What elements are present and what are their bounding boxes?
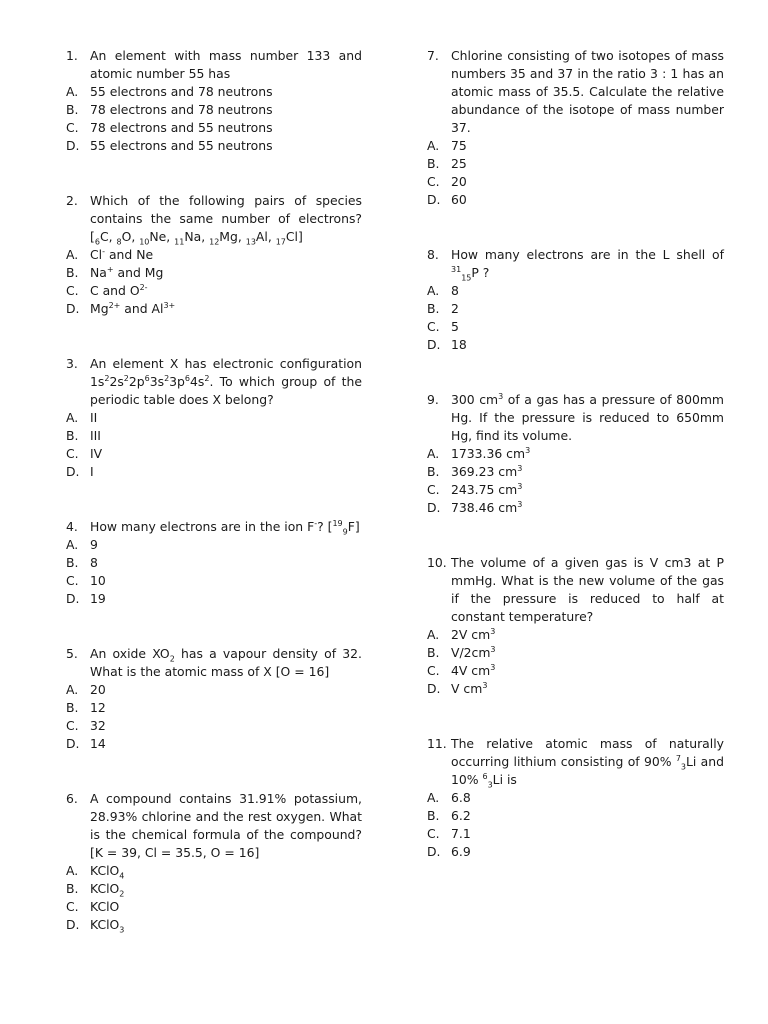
option-d[interactable]: D. V $cm^3$ xyxy=(427,680,488,696)
option-c[interactable]: C. 20 xyxy=(427,174,467,189)
option-text: 2 xyxy=(451,301,459,316)
question-stem: How many electrons are in the L shell of $^{31}_{15}$P ? xyxy=(451,247,724,283)
option-d[interactable]: D. KClO$_3$ xyxy=(66,917,125,935)
option-text: 25 xyxy=(451,156,467,171)
option-text: 78 electrons and 55 neutrons xyxy=(90,120,273,135)
question-9 xyxy=(427,391,724,517)
question-number: 8. xyxy=(427,247,439,262)
option-text: 1733.36 $cm^3$ xyxy=(451,445,531,461)
option-a[interactable]: A. Cl- and Ne xyxy=(66,246,154,262)
option-a[interactable]: A. II xyxy=(66,410,98,425)
option-text: 2V $cm^3$ xyxy=(451,626,496,642)
option-text: Cl- and Ne xyxy=(90,246,154,262)
option-b[interactable]: B. 2 xyxy=(427,301,459,316)
option-d[interactable]: D. 6.9 xyxy=(427,844,471,859)
question-7 xyxy=(427,47,724,209)
question-8 xyxy=(427,246,724,354)
question-2 xyxy=(66,192,362,318)
option-text: 8 xyxy=(90,555,98,570)
option-text: KClO$_4$ xyxy=(90,863,125,881)
option-a[interactable]: A. 20 xyxy=(66,682,106,697)
question-number: 10. xyxy=(427,555,447,570)
option-d[interactable]: D. 60 xyxy=(427,192,467,207)
option-a[interactable]: A. 6.8 xyxy=(427,790,471,805)
option-text: 5 xyxy=(451,319,459,334)
question-stem: 300 $cm^3$ of a gas has a pressure of 800mm Hg. If the pressure is reduced to 650mm Hg, find its volume. xyxy=(451,391,724,443)
option-text: KClO xyxy=(90,899,120,914)
option-c[interactable]: C. C and $O^{2-}$ xyxy=(66,282,148,298)
option-text: 10 xyxy=(90,573,106,588)
option-text: 7.1 xyxy=(451,826,471,841)
option-b[interactable]: B. KClO$_2$ xyxy=(66,881,125,899)
left-column xyxy=(66,47,362,934)
option-b[interactable]: B. $V/2cm^3$ xyxy=(427,644,496,660)
option-text: 55 electrons and 55 neutrons xyxy=(90,138,273,153)
option-d[interactable]: D. $Mg^{2+}$ and $Al^{3+}$ xyxy=(66,300,176,316)
option-text: Na+ and Mg xyxy=(90,264,164,280)
option-d[interactable]: D. 738.46 $cm^3$ xyxy=(427,499,523,515)
right-column xyxy=(427,47,724,861)
question-number: 7. xyxy=(427,48,439,63)
option-c[interactable]: C. 32 xyxy=(66,718,106,733)
question-number: 2. xyxy=(66,193,78,208)
option-text: 12 xyxy=(90,700,106,715)
option-text: I xyxy=(90,464,94,479)
option-d[interactable]: D. 55 electrons and 55 neutrons xyxy=(66,138,273,153)
question-6 xyxy=(66,790,362,934)
question-number: 6. xyxy=(66,791,78,806)
question-stem: The volume of a given gas is V cm3 at P mmHg. What is the new volume of the gas if the pressure is reduced to half at constant temperature? xyxy=(451,555,724,624)
question-number: 4. xyxy=(66,519,78,534)
option-text: 738.46 $cm^3$ xyxy=(451,499,523,515)
option-b[interactable]: B. 369.23 $cm^3$ xyxy=(427,463,523,479)
option-text: V $cm^3$ xyxy=(451,680,488,696)
option-c[interactable]: C. KClO xyxy=(66,899,120,914)
option-d[interactable]: D. 19 xyxy=(66,591,106,606)
question-stem: An element X has electronic configuration $1s^22s^22p^63s^23p^64s^2$. To which group of the periodic table does X belong? xyxy=(90,356,362,407)
option-text: 20 xyxy=(451,174,467,189)
question-number: 9. xyxy=(427,392,439,407)
option-text: C and $O^{2-}$ xyxy=(90,282,148,298)
option-c[interactable]: C. IV xyxy=(66,446,103,461)
question-10 xyxy=(427,554,724,698)
option-text: 55 electrons and 78 neutrons xyxy=(90,84,273,99)
question-stem: How many electrons are in the ion F-? [$^{19}_9$F] xyxy=(90,518,360,537)
question-stem: Chlorine consisting of two isotopes of mass numbers 35 and 37 in the ratio 3 : 1 has an atomic mass of 35.5. Calculate the relative abundance of the isotope of mass number 37. xyxy=(451,48,724,135)
option-a[interactable]: A. 55 electrons and 78 neutrons xyxy=(66,84,273,99)
question-1 xyxy=(66,47,362,155)
question-stem: The relative atomic mass of naturally occurring lithium consisting of 90% $^7_3$Li and 10% $^6_3$Li is xyxy=(451,736,724,790)
option-text: 243.75 $cm^3$ xyxy=(451,481,523,497)
option-text: IV xyxy=(90,446,103,461)
option-text: KClO$_2$ xyxy=(90,881,125,899)
option-text: II xyxy=(90,410,98,425)
option-text: $V/2cm^3$ xyxy=(451,644,496,660)
option-c[interactable]: C. 7.1 xyxy=(427,826,471,841)
question-stem: An element with mass number 133 and atomic number 55 has xyxy=(90,48,362,81)
option-b[interactable]: B. Na+ and Mg xyxy=(66,264,164,280)
question-stem: An oxide $XO_2$ has a vapour density of 32. What is the atomic mass of X [O = 16] xyxy=(90,646,362,679)
option-text: KClO$_3$ xyxy=(90,917,125,935)
option-text: 4V $cm^3$ xyxy=(451,662,496,678)
option-b[interactable]: B. III xyxy=(66,428,101,443)
option-text: 369.23 $cm^3$ xyxy=(451,463,523,479)
option-text: 60 xyxy=(451,192,467,207)
question-5 xyxy=(66,645,362,753)
option-text: 8 xyxy=(451,283,459,298)
option-b[interactable]: B. 6.2 xyxy=(427,808,471,823)
option-d[interactable]: D. 14 xyxy=(66,736,106,751)
option-a[interactable]: A. 75 xyxy=(427,138,467,153)
question-number: 1. xyxy=(66,48,78,63)
question-number: 3. xyxy=(66,356,78,371)
option-a[interactable]: A. 2V $cm^3$ xyxy=(427,626,496,642)
option-text: 14 xyxy=(90,736,106,751)
option-a[interactable]: A. KClO$_4$ xyxy=(66,863,125,881)
option-text: 18 xyxy=(451,337,467,352)
option-text: 32 xyxy=(90,718,106,733)
question-number: 5. xyxy=(66,646,78,661)
option-b[interactable]: B. 25 xyxy=(427,156,467,171)
option-c[interactable]: C. 243.75 $cm^3$ xyxy=(427,481,523,497)
question-4 xyxy=(66,518,362,608)
option-text: 78 electrons and 78 neutrons xyxy=(90,102,273,117)
option-a[interactable]: A. 1733.36 $cm^3$ xyxy=(427,445,531,461)
option-text: 9 xyxy=(90,537,98,552)
option-c[interactable]: C. 10 xyxy=(66,573,106,588)
question-11 xyxy=(427,735,724,861)
option-text: 6.2 xyxy=(451,808,471,823)
option-text: III xyxy=(90,428,101,443)
option-text: $Mg^{2+}$ and $Al^{3+}$ xyxy=(90,300,176,316)
question-stem: Which of the following pairs of species contains the same number of electrons? [$_6C$, $_8$O, $_{10}$Ne, $_{11}$Na, $_{12}$Mg, $_{13}$Al, $_{17}$Cl] xyxy=(90,193,362,247)
option-a[interactable]: A. 8 xyxy=(427,283,459,298)
option-d[interactable]: D. 18 xyxy=(427,337,467,352)
option-text: 6.9 xyxy=(451,844,471,859)
option-b[interactable]: B. 78 electrons and 78 neutrons xyxy=(66,102,273,117)
option-a[interactable]: A. 9 xyxy=(66,537,98,552)
option-text: 20 xyxy=(90,682,106,697)
option-b[interactable]: B. 12 xyxy=(66,700,106,715)
option-text: 6.8 xyxy=(451,790,471,805)
option-text: 75 xyxy=(451,138,467,153)
option-text: 19 xyxy=(90,591,106,606)
question-number: 11. xyxy=(427,736,447,751)
question-3 xyxy=(66,355,362,481)
option-d[interactable]: D. I xyxy=(66,464,94,479)
option-c[interactable]: C. 78 electrons and 55 neutrons xyxy=(66,120,273,135)
option-c[interactable]: C. 5 xyxy=(427,319,459,334)
option-b[interactable]: B. 8 xyxy=(66,555,98,570)
option-c[interactable]: C. 4V $cm^3$ xyxy=(427,662,496,678)
question-stem: A compound contains 31.91% potassium, 28.93% chlorine and the rest oxygen. What is the chemical formula of the compound? [K = 39, Cl = 35.5, O = 16] xyxy=(90,791,362,860)
